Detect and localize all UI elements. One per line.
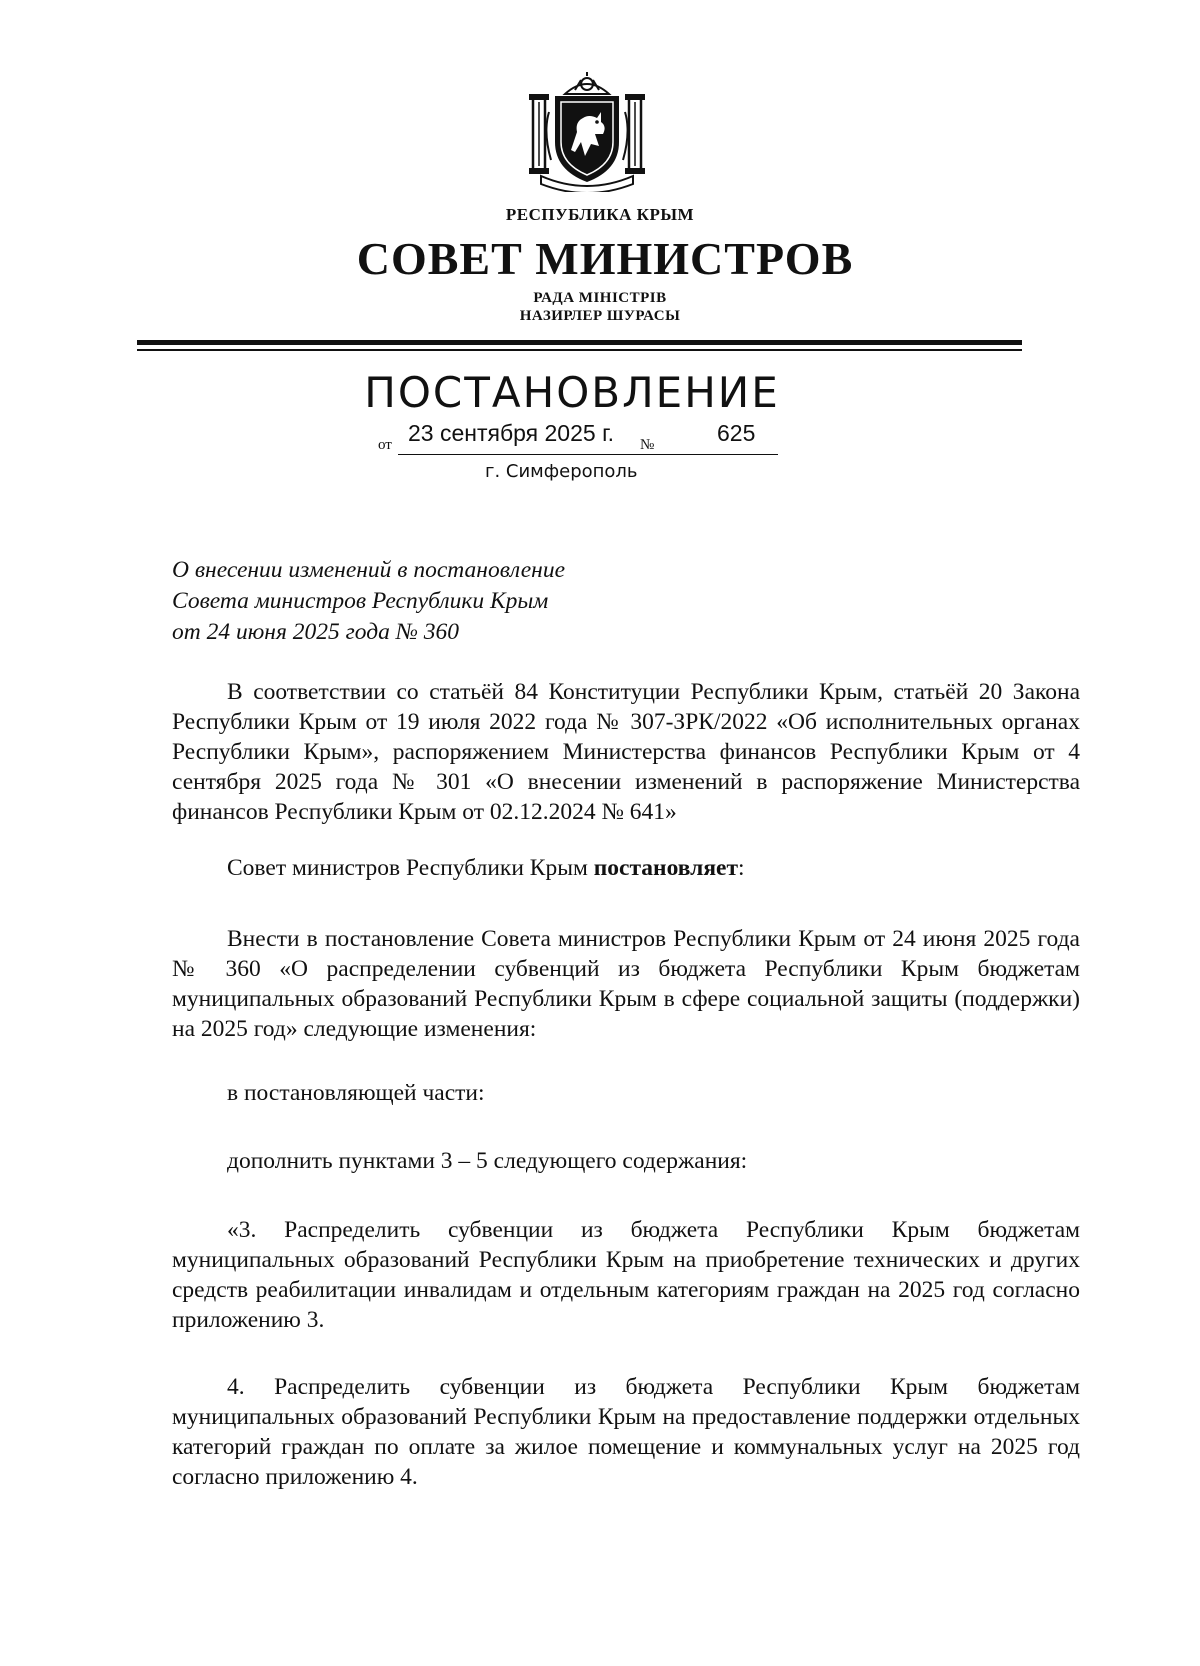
council-name-crimean-tatar: НАЗИРЛЕР ШУРАСЫ [519,308,681,324]
item-3-paragraph: «3. Распределить субвенции из бюджета Республики Крым бюджетам муниципальных образований Республики Крым на приобретение технических и других средств реабилитации инвалидам и отдельным категориям граждан на 2025 год согласно приложению 3. [172,1217,1080,1333]
resolves-prefix: Совет министров Республики Крым [227,855,594,881]
republic-name: РЕСПУБЛИКА КРЫМ [505,205,695,224]
crimea-coat-of-arms-icon [525,72,649,192]
resolves-keyword: постановляет [593,855,739,881]
title-line: О внесении изменений в постановление [172,557,566,583]
number-sign-label: № [640,437,655,453]
amendment-paragraph: Внести в постановление Совета министров Республики Крым от 24 июня 2025 года № 360 «О распределении субвенций из бюджета Республики Крым бюджетам муниципальных образований Республики Крым в сфере социальной защиты (поддержки) на 2025 год» следующие изменения: [172,926,1080,1042]
decree-number: 625 [717,420,756,446]
supplement-paragraph: дополнить пунктами 3 – 5 следующего содержания: [227,1148,748,1174]
date-prefix-label: от [378,437,392,453]
title-line: от 24 июня 2025 года № 360 [172,619,460,645]
title-line: Совета министров Республики Крым [172,588,549,614]
document-title [172,555,565,648]
resolves-suffix: : [738,855,745,881]
council-name: СОВЕТ МИНИСТРОВ [356,233,854,284]
header-rule-thin [137,349,1022,351]
date-underline [398,454,778,455]
council-name-ukrainian: РАДА МІНІСТРІВ [533,290,667,306]
item-4-paragraph: 4. Распределить субвенции из бюджета Республики Крым бюджетам муниципальных образований Республики Крым на предоставление поддержки отдельных категорий граждан по оплате за жилое помещение и коммунальных услуг на 2025 год согласно приложению 4. [172,1374,1080,1490]
decree-date: 23 сентября 2025 г. [408,420,615,446]
document-type: ПОСТАНОВЛЕНИЕ [364,368,780,417]
resolves-paragraph [227,853,745,883]
header-rule-thick [137,340,1022,345]
legal-basis-paragraph: В соответствии со статьёй 84 Конституции Республики Крым, статьёй 20 Закона Республики Крым от 19 июля 2022 года № 307-ЗРК/2022 «Об исполнительных органах Республики Крым», распоряжением Министерства финансов Республики Крым от 4 сентября 2025 года № 301 «О внесении изменений в распоряжение Министерства финансов Республики Крым от 02.12.2024 № 641» [172,679,1080,825]
city: г. Симферополь [485,461,638,482]
part-paragraph: в постановляющей части: [227,1080,485,1106]
